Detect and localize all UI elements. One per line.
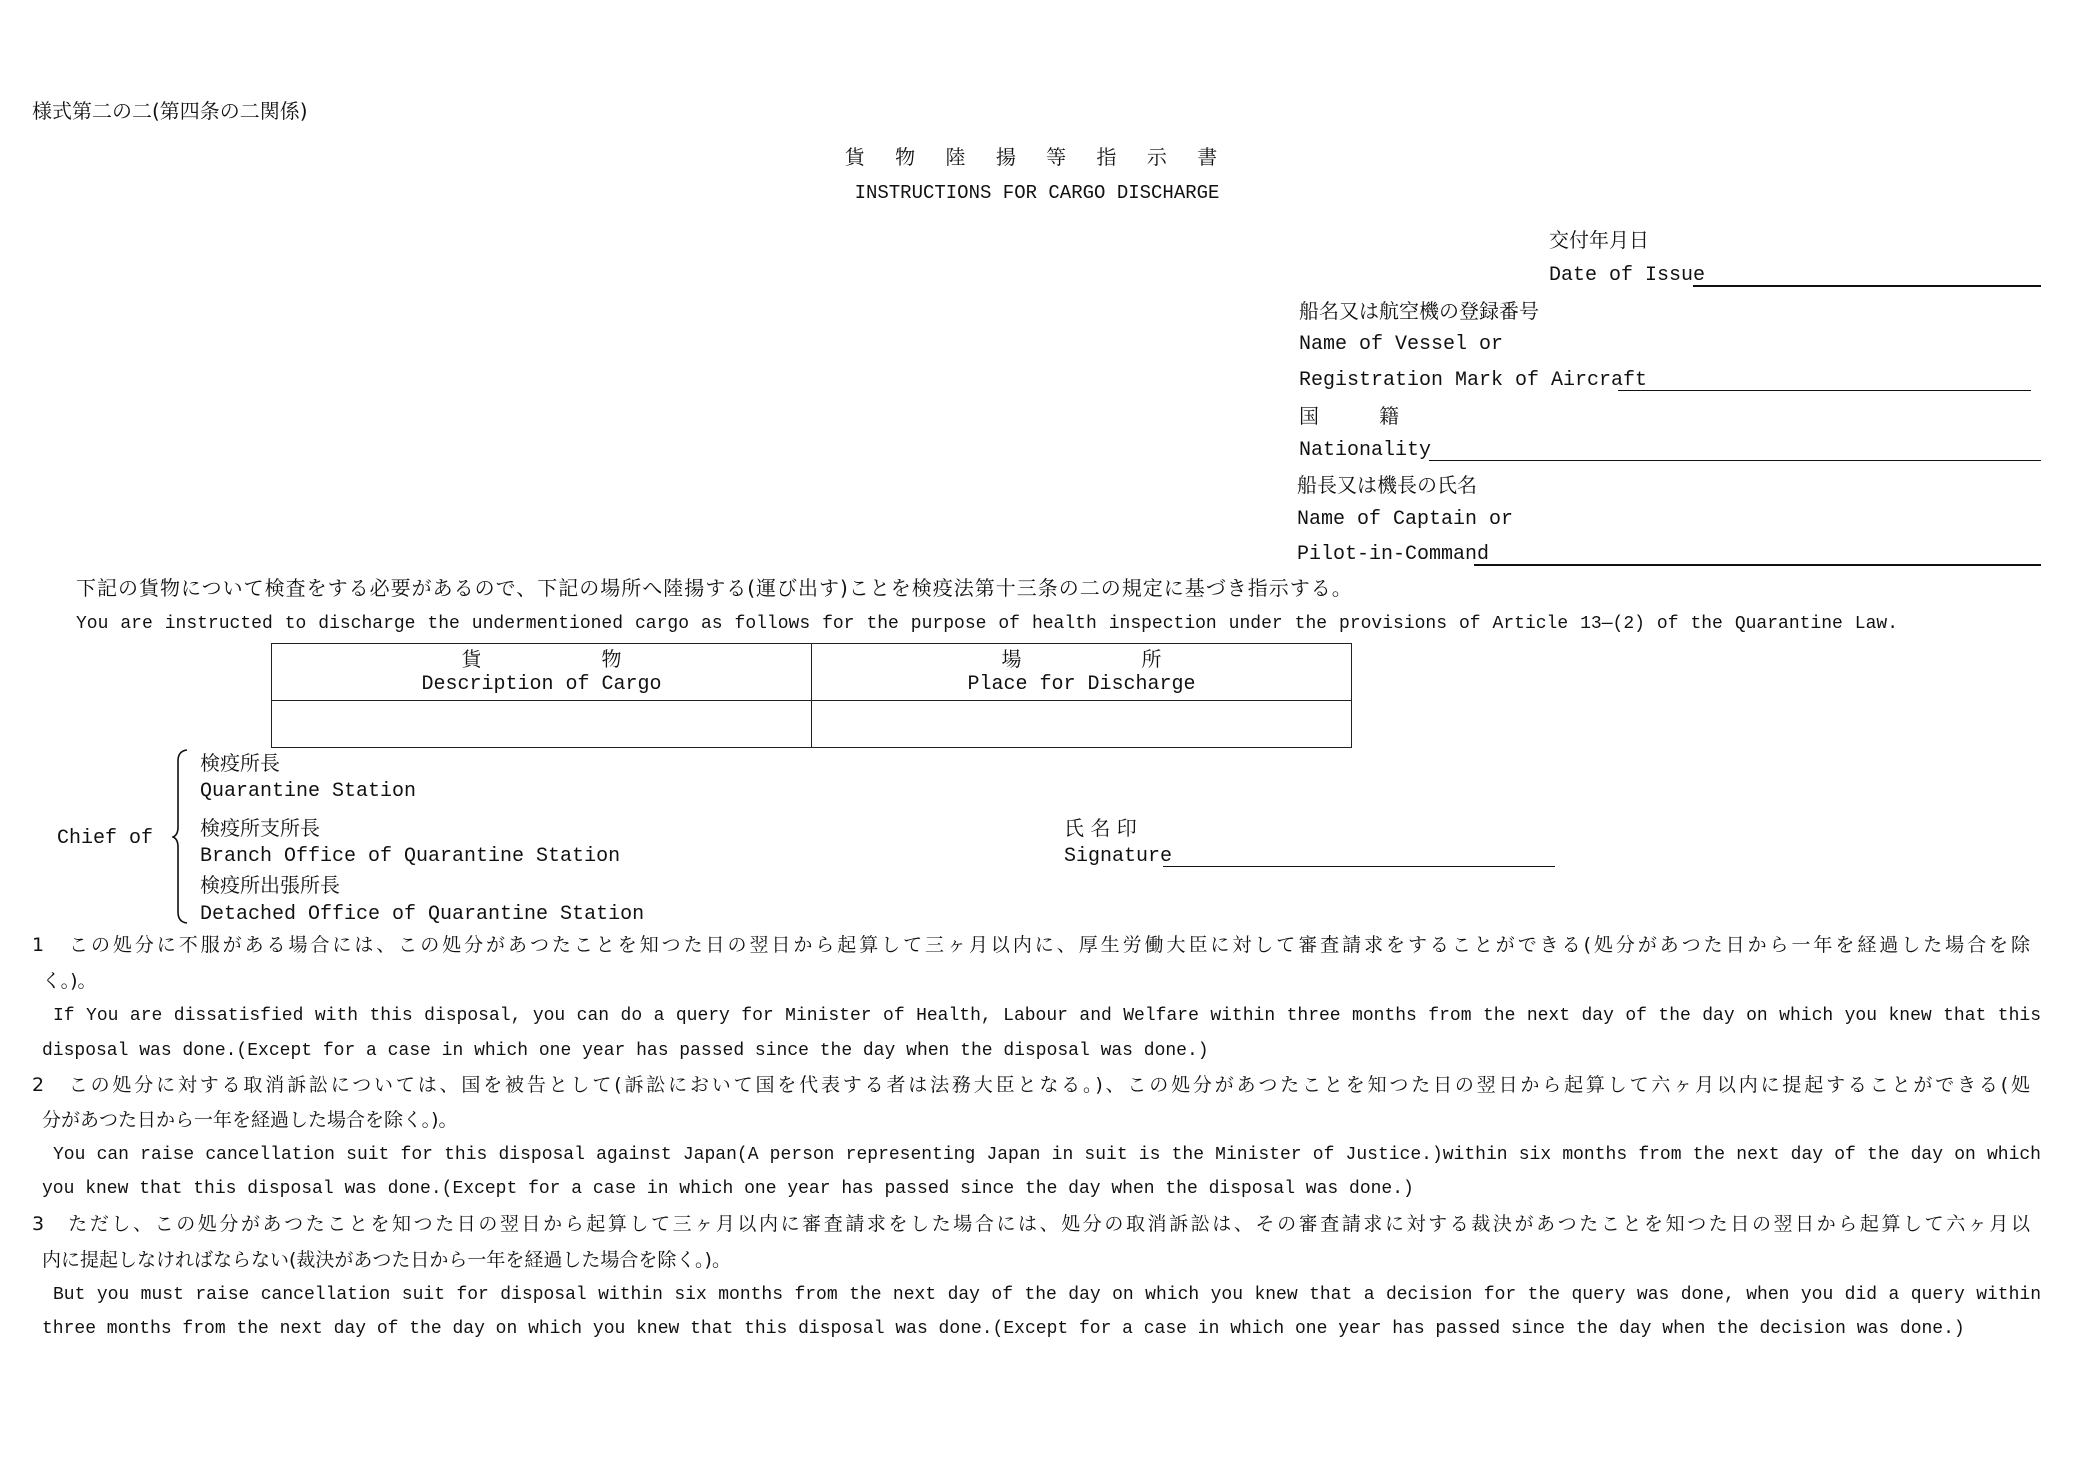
note-1-en-line-1: If You are dissatisfied with this disposal, you can do a query for Minister of Health, Labour and Welfare within three months from the next day of the day on which you knew that this xyxy=(53,1006,2041,1026)
note-2-jp-line-1: 2 この処分に対する取消訴訟については、国を被告として(訴訟において国を代表する者は法務大臣となる。)、この処分があつたことを知つた日の翌日から起算して六ヶ月以内に提起することができる(処 xyxy=(32,1074,2030,1096)
place-header-en: Place for Discharge xyxy=(967,673,1196,696)
office-1-en: Quarantine Station xyxy=(200,780,417,803)
note-3-en-line-2: three months from the next day of the day on which you knew that this disposal was done.(Except for a case in which one year has passed since the day when the decision was done.) xyxy=(42,1319,1965,1339)
column-header-cargo xyxy=(272,644,812,701)
note-3-en-line-1: But you must raise cancellation suit for disposal within six months from the next day of the day on which you knew that a decision for the query was done, when you did a query within xyxy=(53,1285,2041,1305)
title-en: INSTRUCTIONS FOR CARGO DISCHARGE xyxy=(854,182,1220,204)
captain-label-2: Pilot-in-Command xyxy=(1297,543,1490,566)
form-number-label: 様式第二の二(第四条の二関係) xyxy=(32,99,308,123)
note-2-jp-line-2: 分があつた日から一年を経過した場合を除く。)。 xyxy=(42,1109,458,1131)
instruction-en: You are instructed to discharge the undermentioned cargo as follows for the purpose of health inspection under the provisions of Article 13—(2) of the Quarantine Law. xyxy=(76,614,1898,634)
cargo-description-cell[interactable] xyxy=(272,701,812,748)
signature-label-jp: 氏 名 印 xyxy=(1064,816,1137,840)
place-header-jp: 場 所 xyxy=(1001,647,1162,671)
chief-of-label: Chief of xyxy=(57,827,154,850)
brace-icon xyxy=(172,749,188,924)
office-2-en: Branch Office of Quarantine Station xyxy=(200,845,621,868)
vessel-label-2: Registration Mark of Aircraft xyxy=(1299,369,1648,392)
signature-label: Signature xyxy=(1064,845,1173,868)
captain-field[interactable] xyxy=(1474,564,2041,566)
note-1-jp-line-1: 1 この処分に不服がある場合には、この処分があつたことを知つた日の翌日から起算して三ヶ月以内に、厚生労働大臣に対して審査請求をすることができる(処分があつた日から一年を経過した場合を除 xyxy=(32,934,2030,956)
cargo-table xyxy=(271,643,1352,748)
nationality-label-jp: 国 籍 xyxy=(1299,404,1399,428)
note-1-en-line-2: disposal was done.(Except for a case in which one year has passed since the day when the disposal was done.) xyxy=(42,1041,1209,1061)
date-of-issue-label-jp: 交付年月日 xyxy=(1549,228,1649,252)
note-3-jp-line-1: 3 ただし、この処分があつたことを知つた日の翌日から起算して三ヶ月以内に審査請求をした場合には、処分の取消訴訟は、その審査請求に対する裁決があつたことを知つた日の翌日から起算して六ヶ月以 xyxy=(32,1213,2030,1235)
office-3-jp: 検疫所出張所長 xyxy=(200,873,340,897)
vessel-label-jp: 船名又は航空機の登録番号 xyxy=(1299,299,1539,323)
captain-label-1: Name of Captain or xyxy=(1297,508,1514,531)
vessel-label-1: Name of Vessel or xyxy=(1299,333,1504,356)
nationality-label: Nationality xyxy=(1299,439,1432,462)
office-2-jp: 検疫所支所長 xyxy=(200,816,320,840)
date-of-issue-label: Date of Issue xyxy=(1549,264,1706,287)
office-3-en: Detached Office of Quarantine Station xyxy=(200,903,645,926)
date-of-issue-field[interactable] xyxy=(1693,285,2041,287)
note-1-jp-line-2: く。)。 xyxy=(42,970,97,992)
office-1-jp: 検疫所長 xyxy=(200,751,280,775)
title-jp: 貨 物 陸 揚 等 指 示 書 xyxy=(844,145,1230,169)
vessel-field[interactable] xyxy=(1618,390,2031,391)
column-header-place xyxy=(812,644,1352,701)
captain-label-jp: 船長又は機長の氏名 xyxy=(1297,473,1477,497)
instruction-jp: 下記の貨物について検査をする必要があるので、下記の場所へ陸揚する(運び出す)ことを検疫法第十三条の二の規定に基づき指示する。 xyxy=(76,576,1353,600)
note-2-en-line-2: you knew that this disposal was done.(Except for a case in which one year has passed since the day when the disposal was done.) xyxy=(42,1179,1414,1199)
note-2-en-line-1: You can raise cancellation suit for this disposal against Japan(A person representing Japan in suit is the Minister of Justice.)within six months from the next day of the day on which xyxy=(53,1145,2041,1165)
cargo-header-jp: 貨 物 xyxy=(461,647,622,671)
discharge-place-cell[interactable] xyxy=(812,701,1352,748)
cargo-header-en: Description of Cargo xyxy=(421,673,662,696)
note-3-jp-line-2: 内に提起しなければならない(裁決があつた日から一年を経過した場合を除く。)。 xyxy=(42,1249,731,1271)
signature-field[interactable] xyxy=(1163,866,1555,867)
nationality-field[interactable] xyxy=(1429,460,2041,461)
